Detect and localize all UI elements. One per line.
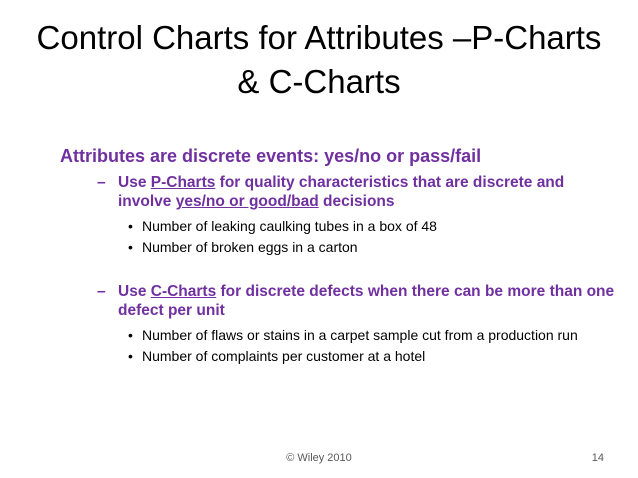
- yes-no-good-bad-phrase: yes/no or good/bad: [175, 193, 319, 210]
- c-charts-term: C-Charts: [150, 283, 217, 300]
- c-chart-item: [97, 282, 620, 320]
- dash-marker: –: [97, 283, 106, 300]
- p-chart-examples: [60, 216, 620, 258]
- example-text: Number of leaking caulking tubes in a box of 48: [142, 218, 437, 234]
- copyright-footer: © Wiley 2010: [286, 452, 352, 464]
- bullet-icon: •: [128, 218, 133, 234]
- p-chart-item: [97, 173, 620, 211]
- example-text: Number of flaws or stains in a carpet sample cut from a production run: [142, 327, 578, 343]
- c-chart-examples: [60, 325, 620, 367]
- bullet-icon: •: [128, 348, 133, 364]
- p-chart-description-end: decisions: [323, 193, 395, 210]
- title-line-2: & C-Charts: [237, 63, 401, 100]
- bullet-icon: •: [128, 239, 133, 255]
- slide-body: [60, 145, 620, 367]
- list-item: [128, 325, 620, 346]
- example-text: Number of broken eggs in a carton: [142, 239, 358, 255]
- slide-title: [20, 16, 618, 104]
- list-item: [128, 216, 620, 237]
- c-chart-description: for discrete defects when there can be more than one defect per unit: [118, 283, 615, 319]
- title-line-1: Control Charts for Attributes –P-Charts: [36, 19, 602, 56]
- use-word: Use: [118, 283, 147, 300]
- p-charts-term: P-Charts: [150, 174, 216, 191]
- list-item: [128, 346, 620, 367]
- use-word: Use: [118, 174, 147, 191]
- example-text: Number of complaints per customer at a hotel: [142, 348, 426, 364]
- p-chart-description: for quality characteristics that are discrete and involve: [118, 174, 565, 210]
- page-number: 14: [591, 452, 604, 464]
- bullet-icon: •: [128, 327, 133, 343]
- attributes-heading: Attributes are discrete events: yes/no or pass/fail: [60, 146, 482, 166]
- dash-marker: –: [97, 174, 106, 191]
- list-item: [128, 237, 620, 258]
- spacer: [60, 258, 620, 282]
